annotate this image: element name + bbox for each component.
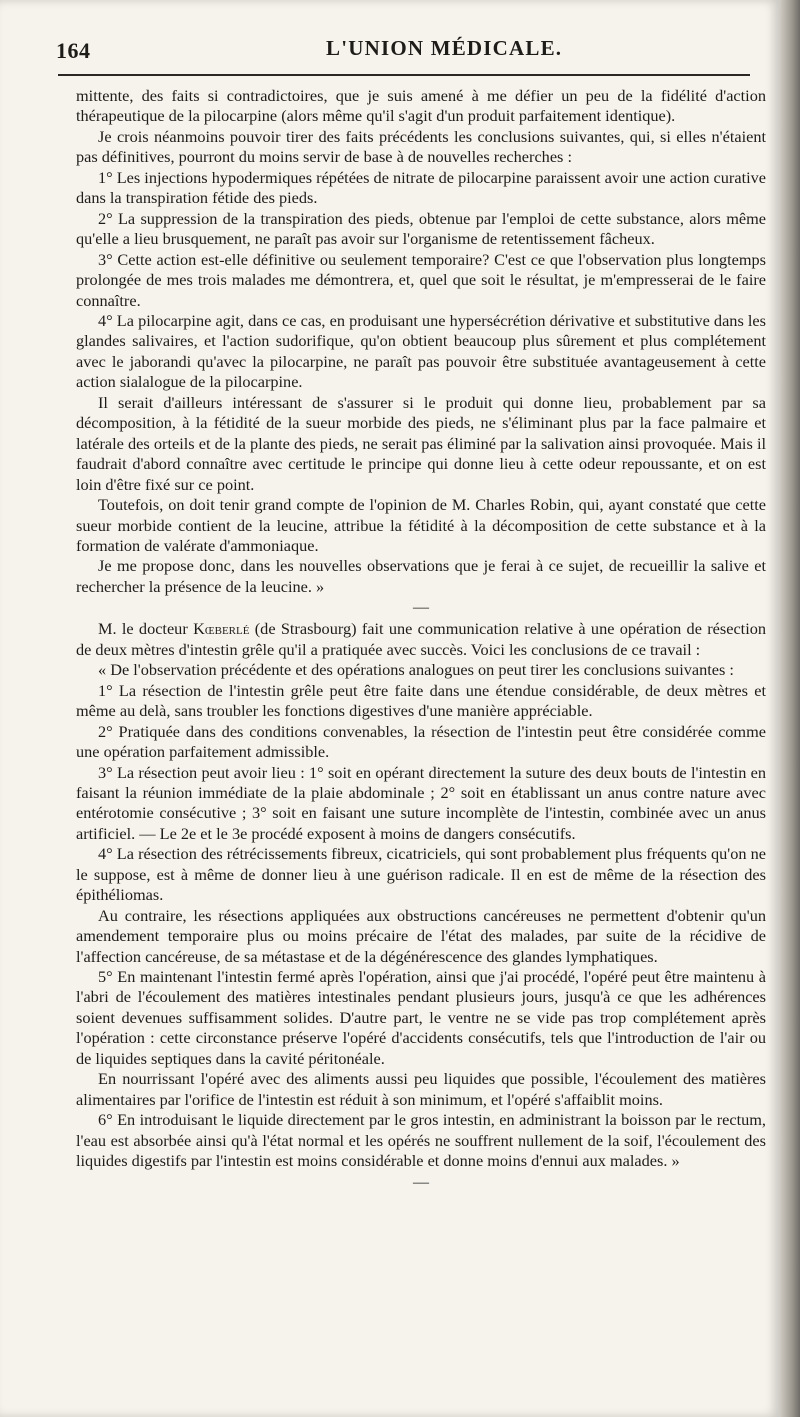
page-edge (780, 0, 800, 1417)
paragraph-conclusion-2: 2° La suppression de la transpiration des pieds, obtenue par l'emploi de cette substance, alors même qu'elle a lieu brusquement, ne paraît pas avoir sur l'organisme de retentissement fâcheux. (76, 208, 766, 249)
author-name: Kœberlé (193, 619, 250, 639)
paragraph-leucine: Je me propose donc, dans les nouvelles observations que je ferai à ce sujet, de recueillir la salive et rechercher la présence de la leucine. » (76, 556, 766, 596)
paragraph-resection-3: 3° La résection peut avoir lieu : 1° soit en opérant directement la suture des deux bouts de l'intestin en faisant la réunion immédiate de la plaie abdominale ; 2° soit en établissant un anus contre nature avec entérotomie consécutive ; 3° soit en faisant une suture incomplète de l'intestin, combinée avec un anus artificiel. — Le 2e et le 3e procédé exposent à moins de dangers consécutifs. (76, 762, 766, 843)
paragraph-koeberle (76, 619, 766, 660)
body-text (76, 86, 766, 1194)
running-title: L'UNION MÉDICALE. (326, 36, 563, 60)
paragraph-observation: « De l'observation précédente et des opérations analogues on peut tirer les conclusions suivantes : (98, 660, 734, 680)
page-header (56, 34, 756, 68)
end-separator: — (413, 1173, 429, 1191)
page-number: 164 (56, 38, 91, 63)
paragraph-cancer: Au contraire, les résections appliquées aux obstructions cancéreuses ne permettent d'obtenir qu'un amendement temporaire plus ou moins précaire de l'état des malades, par suite de la récidive de l'affection cancéreuse, de sa métastase et de la dégénérescence des glandes lymphatiques. (76, 905, 766, 966)
paragraph-conclusions-intro: Je crois néanmoins pouvoir tirer des faits précédents les conclusions suivantes, qui, si elles n'étaient pas définitives, pourront du moins servir de base à de nouvelles recherches : (76, 126, 766, 167)
koeberle-prefix: M. le docteur (98, 619, 194, 639)
paragraph-continuation: mittente, des faits si contradictoires, que je suis amené à me défier un peu de la fidélité d'action thérapeutique de la pilocarpine (alors même qu'il s'agit d'un produit parfaitement identique). (76, 86, 766, 126)
header-rule (58, 74, 750, 76)
paragraph-conclusion-4: 4° La pilocarpine agit, dans ce cas, en produisant une hypersécrétion dérivative et substitutive dans les glandes salivaires, et l'action sudorifique, qu'on obtient beaucoup plus sûrement et plus complétement avec le jaborandi qu'avec la pilocarpine, ne paraît pas pouvoir être substituée avantageusement à cette action sialalogue de la pilocarpine. (76, 310, 766, 392)
paragraph-resection-5: 5° En maintenant l'intestin fermé après l'opération, ainsi que j'ai procédé, l'opéré peut être maintenu à l'abri de l'écoulement des matières intestinales pendant plusieurs jours, jusqu'à ce que les adhérences soient devenues suffisamment solides. D'autre part, le ventre ne se vide pas trop complétement après l'opération : cette circonstance préserve l'opéré d'accidents consécutifs, tels que l'introduction de l'air ou de liquides septiques dans la cavité péritonéale. (76, 967, 766, 1068)
paragraph-resection-4: 4° La résection des rétrécissements fibreux, cicatriciels, qui sont probablement plus fréquents qu'on ne le suppose, est à même de donner lieu à une guérison radicale. Il en est de même de la résection des épithéliomas. (76, 844, 766, 905)
paragraph-robin: Toutefois, on doit tenir grand compte de l'opinion de M. Charles Robin, qui, ayant constaté que cette sueur morbide contient de la leucine, attribue la fétidité à la décomposition de cette substance et à la formation de valérate d'ammoniaque. (76, 495, 766, 555)
paragraph-conclusion-3: 3° Cette action est-elle définitive ou seulement temporaire? C'est ce que l'observation plus longtemps prolongée de mes trois malades me démontrera, et, quel que soit le résultat, je m'empresserai de le faire connaître. (76, 249, 766, 310)
paragraph-nourishment: En nourrissant l'opéré avec des aliments aussi peu liquides que possible, l'écoulement des matières alimentaires par l'orifice de l'intestin est réduit à son minimum, et l'opéré s'affaiblit moins. (76, 1069, 766, 1109)
koeberle-rest: (de Strasbourg) fait une communication relative à une opération de résection de deux mètres d'intestin grêle qu'il a pratiquée avec succès. Voici les conclusions de ce travail : (76, 619, 766, 659)
paragraph-resection-6: 6° En introduisant le liquide directement par le gros intestin, en administrant la boisson par le rectum, l'eau est absorbée ainsi qu'à l'état normal et les opérés ne souffrent nullement de la soif, l'écoulement des liquides digestifs par l'intestin est moins considérable et donne moins d'ennui aux malades. » (76, 1110, 766, 1171)
paragraph-conclusion-1: 1° Les injections hypodermiques répétées de nitrate de pilocarpine paraissent avoir une action curative dans la transpiration fétide des pieds. (76, 167, 766, 208)
section-separator: — (413, 599, 429, 617)
paragraph-salivation: Il serait d'ailleurs intéressant de s'assurer si le produit qui donne lieu, probablement par sa décomposition, à la fétidité de la sueur morbide des pieds, ne s'éliminant plus par la face palmaire et latérale des orteils et de la plante des pieds, ne serait pas éliminé par la salivation ainsi provoquée. Mais il faudrait d'abord connaître avec certitude le principe qui donne lieu à cette odeur repoussante, et on est loin d'être fixé sur ce point. (76, 392, 766, 494)
paragraph-resection-2: 2° Pratiquée dans des conditions convenables, la résection de l'intestin peut être considérée comme une opération parfaitement admissible. (76, 721, 766, 762)
paragraph-resection-1: 1° La résection de l'intestin grêle peut être faite dans une étendue considérable, de deux mètres et même au delà, sans troubler les fonctions digestives d'une manière appréciable. (76, 680, 766, 721)
